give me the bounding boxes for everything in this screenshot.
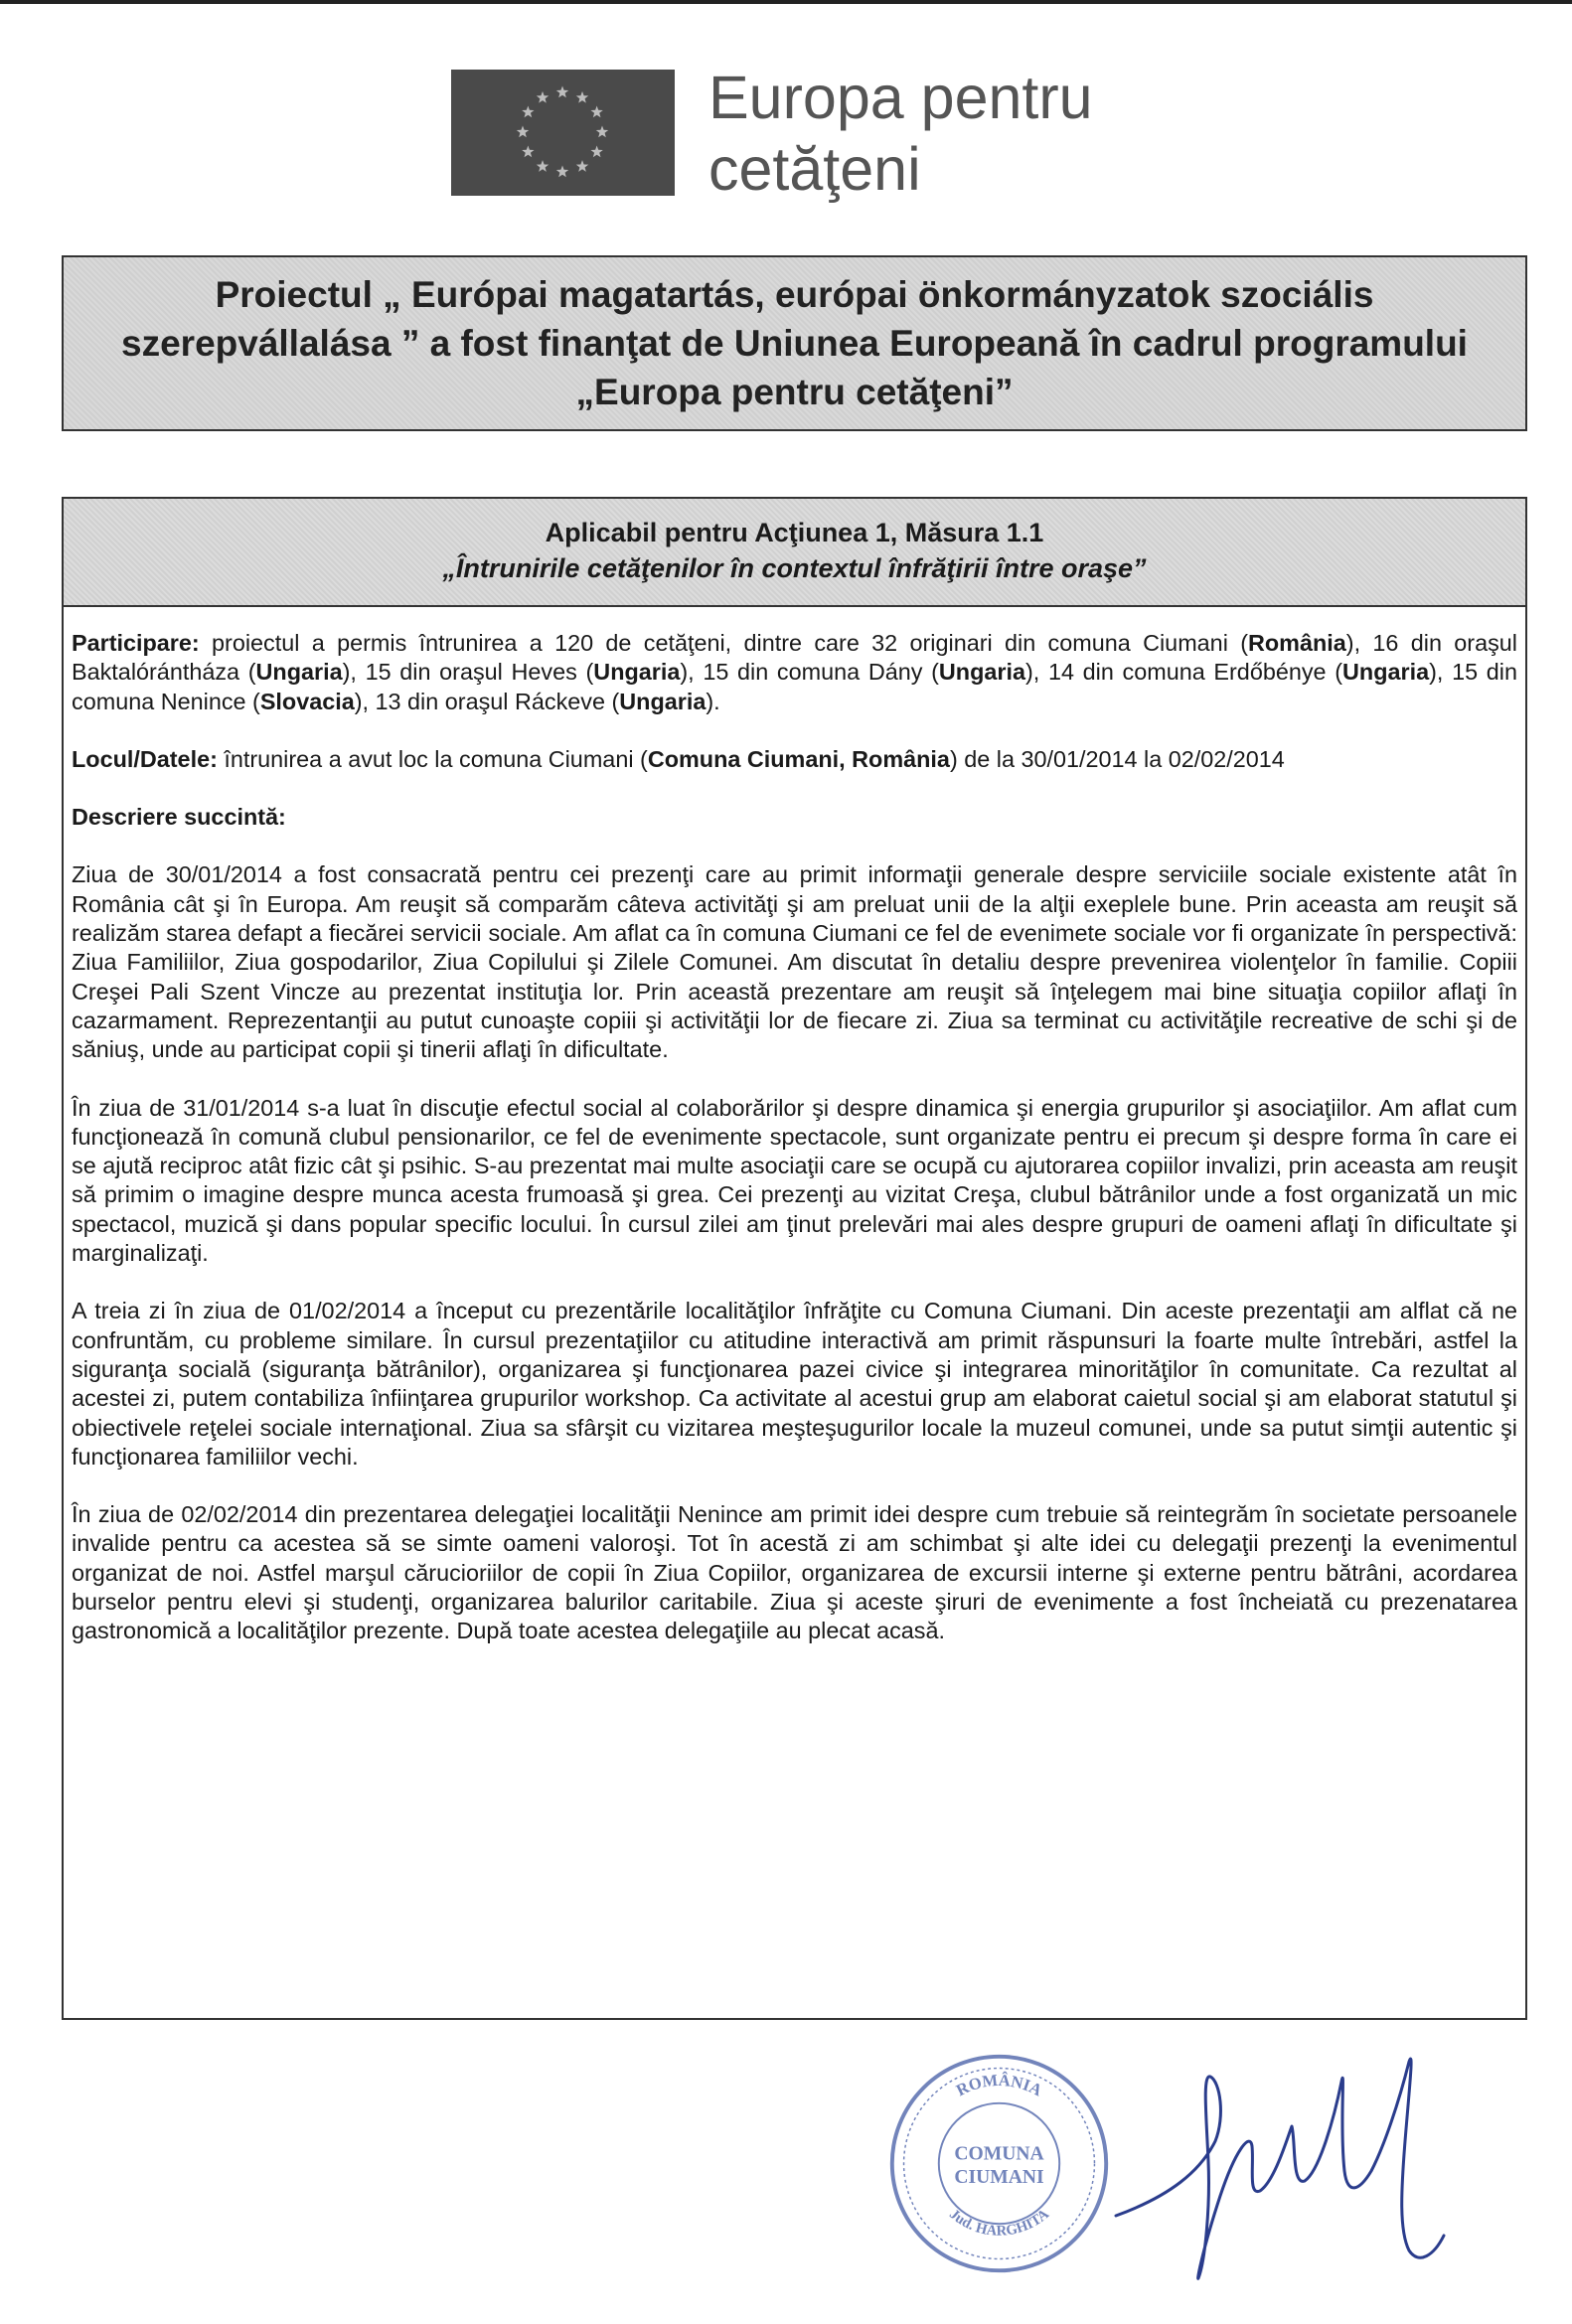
country-name: Ungaria: [619, 688, 707, 714]
eu-star-icon: [591, 146, 603, 158]
top-border-line: [0, 0, 1572, 4]
day-3-paragraph: A treia zi în ziua de 01/02/2014 a început cu prezentările localităţilor înfrăţite cu Comuna Ciumani. Din aceste prezentaţii am alflat că ne confruntăm, cu probleme similare. În cursul prezentaţiilor cu atitudine interactivă am primit răspunsuri la foarte multe întrebări, astfel la siguranţa socială (siguranţa bătrânilor), organizarea şi funcţionarea pazei civice şi integrarea minorităţilor în comunitate. Ca rezultat al acestei zi, putem contabiliza înfiinţarea grupurilor workshop. Ca activitate al acestui grup am elaborat caietul social şi am elaborat statutul şi obiectivele reţelei sociale internaţional. Ziua sa sfârşit cu vizitarea meşteşugurilor locale la muzeul comunei, unde sa putut simţii autentic şi funcţionarea familiilor vechi.: [72, 1298, 1517, 1470]
eu-star-icon: [522, 106, 534, 118]
country-name: România: [1248, 630, 1346, 656]
eu-star-icon: [576, 160, 588, 172]
eu-star-icon: [591, 106, 603, 118]
handwritten-signature: [1111, 2022, 1449, 2310]
official-stamp: [882, 2047, 1116, 2280]
eu-star-icon: [576, 91, 588, 103]
action-header: [64, 499, 1525, 607]
logo-line-2: cetăţeni: [708, 135, 921, 203]
svg-text:COMUNA: COMUNA: [954, 2143, 1044, 2165]
eu-star-icon: [556, 86, 568, 98]
text-run: ), 15 din oraşul Heves (: [342, 659, 594, 686]
eu-star-icon: [537, 160, 549, 172]
svg-text:Jud. HARGHITA: Jud. HARGHITA: [946, 2206, 1052, 2240]
text-run: ), 14 din comuna Erdőbénye (: [1024, 659, 1343, 686]
eu-flag-icon: [451, 70, 675, 196]
country-name: Slovacia: [259, 688, 355, 714]
location-dates-paragraph: [72, 745, 1517, 774]
country-name: Ungaria: [255, 659, 343, 686]
text-run: ), 15 din comuna Nenince (: [72, 659, 1517, 714]
text-run: ), 15 din comuna Dány (: [680, 659, 939, 686]
document-body: [64, 607, 1525, 1646]
project-title: Proiectul „ Európai magatartás, európai önkormányzatok szociális szerepvállalása ” a fost finanţat de Uniunea Europeană în cadrul programului „Europa pentru cetăţeni”: [121, 274, 1468, 412]
location-name: Comuna Ciumani, România: [647, 745, 950, 772]
day-2-paragraph: În ziua de 31/01/2014 s-a luat în discuţie efectul social al colaborărilor şi despre dinamica şi energia grupurilor şi asociaţiilor. Am aflat cum funcţionează în comună clubul pensionarilor, ce fel de evenimente spectacole, sunt organizate pentru ei precum şi despre forma în care ei se ajută reciproc atât fizic cât şi psihic. S-au prezentat mai multe asociaţii care se ocupă cu ajutorarea copiilor invalizi, prin aceasta am reuşit să primim o imagine despre munca acesta frumoasă şi grea. Cei prezenţi au vizitat Creşa, clubul bătrânilor unde a fost organizată un mic spectacol, muzică şi dans popular specific locului. În cursul zilei am ţinut prelevări mai ales despre grupuri de oameni aflaţi în dificultate şi marginalizaţi.: [72, 1094, 1517, 1267]
main-content-box: [62, 497, 1527, 2020]
svg-text:ROMÂNIA: ROMÂNIA: [953, 2070, 1045, 2100]
logo-line-1: Europa pentru: [708, 64, 1093, 131]
day-4-paragraph: În ziua de 02/02/2014 din prezentarea delegaţiei localităţii Nenince am primit idei despre cum trebuie să reintegrăm în societate persoanele invalide pentru ca acestea să se simte oameni valoroşi. Tot în acestă zi am schimbat şi alte idei cu delegaţii prezenţi la evenimentul organizat de noi. Astfel marşul cărucioriilor de copii în Ziua Copiilor, organizarea de excursii interne şi externe pentru bătrâni, acordarea burselor pentru elevi şi studenţi, organizarea balurilor caritabile. Ziua şi aceste şiruri de evenimente a fost încheiată cu prezenatarea gastronomică a localităţilor prezente. După toate acestea delegaţiile au plecat acasă.: [72, 1501, 1517, 1644]
eu-star-icon: [522, 146, 534, 158]
text-run: ), 16 din oraşul Baktalórántháza (: [72, 630, 1517, 686]
programme-logo-text: [708, 62, 1093, 205]
svg-text:CIUMANI: CIUMANI: [954, 2167, 1044, 2189]
eu-star-icon: [596, 126, 608, 138]
description-label: Descriere succintă:: [72, 804, 286, 831]
text-run: ) de la 30/01/2014 la 02/02/2014: [949, 745, 1285, 772]
text-run: proiectul a permis întrunirea a 120 de cetăţeni, dintre care 32 originari din comuna Ciumani (: [199, 630, 1248, 656]
participation-label: Participare:: [72, 630, 200, 656]
country-name: Ungaria: [593, 659, 681, 686]
day-1-paragraph: Ziua de 30/01/2014 a fost consacrată pentru cei prezenţi care au primit informaţii generale despre serviciile sociale existente atât în România cât şi în Europa. Am reuşit să comparăm câteva activităţi şi am preluat unii de la alţii exeplele bune. Prin aceasta am reuşit să realizăm starea defapt a fiecărei servicii sociale. Am aflat ca în comuna Ciumani ce fel de evenimete sociale vor fi organizate în perspectivă: Ziua Familiilor, Ziua gospodarilor, Ziua Copilului şi Zilele Comunei. Am discutat în detaliu despre prevenirea violenţelor în familie. Copiii Creşei Pali Szent Vincze au prezentat instituţia lor. Prin această prezentare am reuşit să înţelegem mai bine situaţia copiilor aflaţi în cazarmament. Reprezentanţii au putut cunoaşte copiii şi activităţii lor de fiecare zi. Ziua sa terminat cu activităţile recreative de schi şi de săniuş, unde au participat copii şi tinerii aflaţi în dificultate.: [72, 861, 1517, 1063]
text-run: întrunirea a avut loc la comuna Ciumani (: [217, 745, 648, 772]
eu-star-icon: [556, 166, 568, 178]
action-title: Aplicabil pentru Acţiunea 1, Măsura 1.1: [545, 518, 1044, 547]
text-run: ), 13 din oraşul Ráckeve (: [354, 688, 620, 714]
eu-star-icon: [537, 91, 549, 103]
location-label: Locul/Datele:: [72, 745, 218, 772]
country-name: Ungaria: [938, 659, 1025, 686]
country-name: Ungaria: [1342, 659, 1430, 686]
eu-star-icon: [517, 126, 529, 138]
project-title-box: [62, 255, 1527, 431]
text-run: ).: [706, 688, 720, 714]
participation-paragraph: [72, 629, 1517, 716]
action-subtitle: „Întrunirile cetăţenilor în contextul înfrăţirii între oraşe”: [442, 553, 1147, 583]
